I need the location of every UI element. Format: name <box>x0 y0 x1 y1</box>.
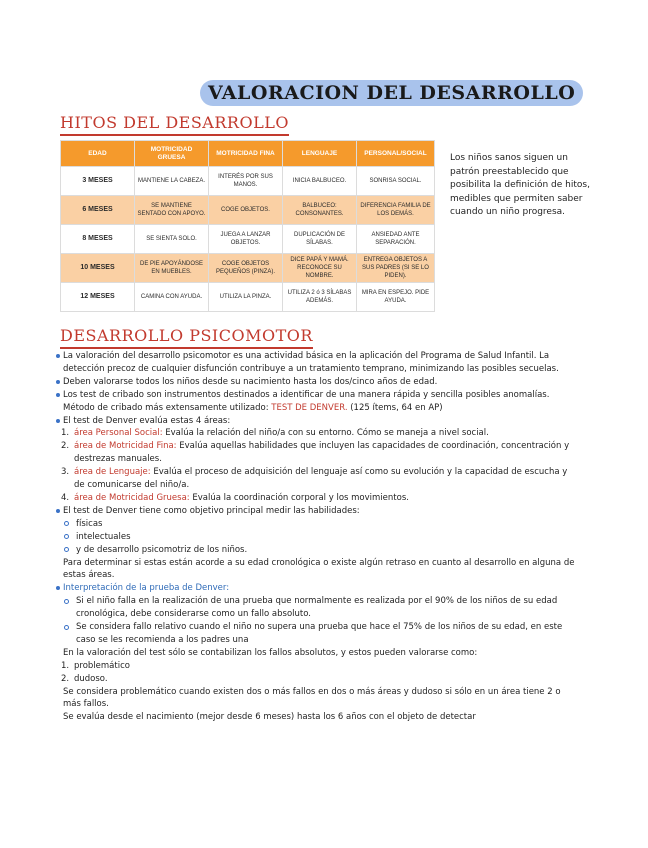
list-number: 2. <box>61 673 70 684</box>
paragraph: Se evalúa desde el nacimiento (mejor desde 6 meses) hasta los 6 años con el objeto de detectar <box>63 712 476 723</box>
table-cell: ENTREGA OBJETOS A SUS PADRES (SI SE LO PIDEN). <box>357 254 435 283</box>
list-number: 3. <box>61 467 70 478</box>
table-cell: ANSIEDAD ANTE SEPARACIÓN. <box>357 225 435 254</box>
section-title-psicomotor: DESARROLLO PSICOMOTOR <box>60 326 313 349</box>
table-cell: COGE OBJETOS. <box>209 196 283 225</box>
table-cell: DICE PAPÁ Y MAMÁ. RECONOCE SU NOMBRE. <box>283 254 357 283</box>
list-item <box>56 492 576 505</box>
list-item <box>56 440 576 466</box>
table-cell: SE MANTIENE SENTADO CON APOYO. <box>135 196 209 225</box>
list-number: 1. <box>61 660 70 671</box>
side-note: Los niños sanos siguen un patrón preestablecido que posibilita la definición de hitos, medibles que permiten saber cuando un niño progresa. <box>450 153 590 218</box>
table-cell: COGE OBJETOS PEQUEÑOS (PINZA). <box>209 254 283 283</box>
section-title-hitos: HITOS DEL DESARROLLO <box>60 113 289 136</box>
table-row <box>61 225 435 254</box>
area-name: área de Motricidad Gruesa: <box>74 492 190 503</box>
paragraph <box>56 389 576 415</box>
list-number: 4. <box>61 492 70 503</box>
paragraph: Se considera problemático cuando existen dos o más fallos en dos o más áreas y dudoso si sólo en un área tiene 2 o más fallos. <box>63 686 561 710</box>
paragraph: En la valoración del test sólo se contabilizan los fallos absolutos, y estos pueden valorarse como: <box>63 647 478 658</box>
area-text: Evalúa el proceso de adquisición del lenguaje así como su evolución y la capacidad de escucha y de comunicarse del niño/a. <box>74 467 568 491</box>
paragraph: Deben valorarse todos los niños desde su nacimiento hasta los dos/cinco años de edad. <box>56 376 576 389</box>
list-item <box>56 673 576 686</box>
paragraph: Para determinar si estas están acorde a su edad cronológica o existe algún retraso en cuanto al desarrollo en alguna de estas áreas. <box>63 557 575 581</box>
list-item: Se considera fallo relativo cuando el niño no supera una prueba que hace el 75% de los niños de su edad, en este caso se les recomienda a los padres una <box>56 621 576 647</box>
table-cell-age: 3 MESES <box>61 167 135 196</box>
table-cell: UTILIZA 2 ó 3 SÍLABAS ADEMÁS. <box>283 283 357 312</box>
table-cell: BALBUCEO: CONSONANTES. <box>283 196 357 225</box>
paragraph: El test de Denver evalúa estas 4 áreas: <box>56 415 576 428</box>
list-number: 2. <box>61 441 70 452</box>
table-header-cell: MOTRICIDAD FINA <box>209 141 283 167</box>
area-text: Evalúa la relación del niño/a con su entorno. Cómo se maneja a nivel social. <box>165 428 489 439</box>
area-text: Evalúa la coordinación corporal y los movimientos. <box>192 492 409 503</box>
table-cell: DUPLICACIÓN DE SÍLABAS. <box>283 225 357 254</box>
body-text <box>56 350 576 724</box>
list-item: intelectuales <box>56 531 576 544</box>
paragraph-text: (125 ítems, 64 en AP) <box>350 402 443 413</box>
table-cell-age: 8 MESES <box>61 225 135 254</box>
area-name: área de Motricidad Fina: <box>74 441 177 452</box>
table-cell: INTERÉS POR SUS MANOS. <box>209 167 283 196</box>
list-text: problemático <box>74 660 130 671</box>
paragraph: La valoración del desarrollo psicomotor es una actividad básica en la aplicación del Programa de Salud Infantil. La detección precoz de cualquier disfunción contribuye a un tratamiento temprano, minimizando las posibles secuelas. <box>56 350 576 376</box>
table-header-cell: LENGUAJE <box>283 141 357 167</box>
table-cell: DE PIE APOYÁNDOSE EN MUEBLES. <box>135 254 209 283</box>
table-header-row <box>61 141 435 167</box>
table-cell: SONRISA SOCIAL. <box>357 167 435 196</box>
paragraph: Interpretación de la prueba de Denver: <box>56 582 576 595</box>
denver-highlight: TEST DE DENVER. <box>271 402 348 413</box>
table-cell: MANTIENE LA CABEZA. <box>135 167 209 196</box>
paragraph-text: Los test de cribado son instrumentos destinados a identificar de una manera rápida y sencilla posibles anomalías. Método de cribado más extensamente utilizado: <box>63 389 550 413</box>
table-row <box>61 196 435 225</box>
area-name: área Personal Social: <box>74 428 163 439</box>
list-item: Si el niño falla en la realización de una prueba que normalmente es realizada por el 90% de los niños de su edad cronológica, debe considerarse como un fallo absoluto. <box>56 595 576 621</box>
area-name: área de Lenguaje: <box>74 467 151 478</box>
table-cell: INICIA BALBUCEO. <box>283 167 357 196</box>
list-number: 1. <box>61 428 70 439</box>
area-text: Evalúa aquellas habilidades que incluyen las capacidades de coordinación, concentración y destrezas manuales. <box>74 441 570 465</box>
table-cell: JUEGA A LANZAR OBJETOS. <box>209 225 283 254</box>
table-cell: SE SIENTA SOLO. <box>135 225 209 254</box>
milestones-table <box>60 140 435 312</box>
list-item <box>56 660 576 673</box>
paragraph: El test de Denver tiene como objetivo principal medir las habilidades: <box>56 505 576 518</box>
table-cell: MIRA EN ESPEJO. PIDE AYUDA. <box>357 283 435 312</box>
list-item <box>56 466 576 492</box>
table-header-cell: EDAD <box>61 141 135 167</box>
list-text: dudoso. <box>74 673 108 684</box>
table-row <box>61 167 435 196</box>
table-cell-age: 10 MESES <box>61 254 135 283</box>
page-title: VALORACION DEL DESARROLLO <box>200 80 583 106</box>
list-item: y de desarrollo psicomotriz de los niños. <box>56 544 576 557</box>
table-row <box>61 283 435 312</box>
table-cell-age: 12 MESES <box>61 283 135 312</box>
table-row <box>61 254 435 283</box>
table-header-cell: PERSONAL/SOCIAL <box>357 141 435 167</box>
table-cell: UTILIZA LA PINZA. <box>209 283 283 312</box>
list-item <box>56 427 576 440</box>
table-cell-age: 6 MESES <box>61 196 135 225</box>
table-cell: DIFERENCIA FAMILIA DE LOS DEMÁS. <box>357 196 435 225</box>
table-header-cell: MOTRICIDAD GRUESA <box>135 141 209 167</box>
table-cell: CAMINA CON AYUDA. <box>135 283 209 312</box>
list-item: físicas <box>56 518 576 531</box>
